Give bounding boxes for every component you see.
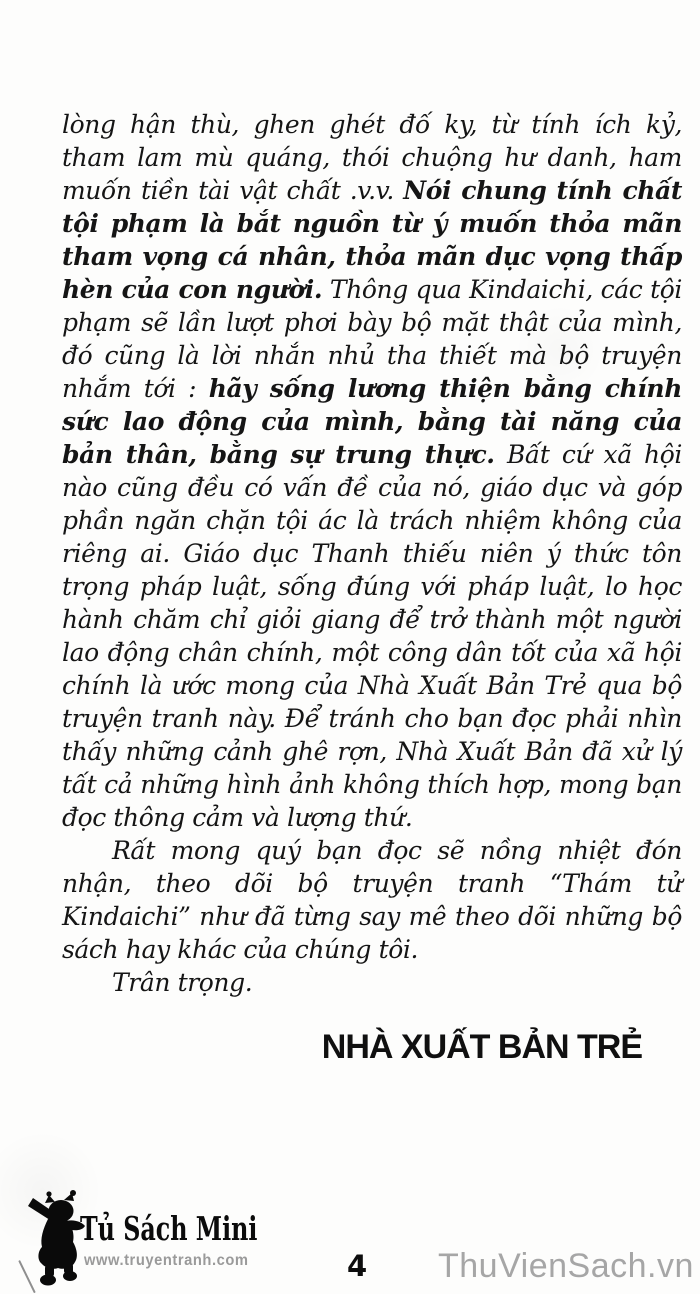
text-run: lòng hận thù, ghen ghét đố ky, từ tính ích kỷ, tham lam mù quáng, thói chuộng hư danh, ham muốn tiền tài vật chất .v.v. <box>62 110 682 205</box>
paragraph-1 <box>62 108 682 834</box>
watermark: ThuVienSach.vn <box>438 1247 694 1285</box>
publisher-signature: NHÀ XUẤT BẢN TRẺ <box>321 1028 642 1066</box>
text-run-bold: hãy sống lương thiện bằng chính sức lao động của mình, bằng tài năng của bản thân, bằng sự trung thực. <box>62 374 682 469</box>
text-run: Thông qua Kindaichi, các tội phạm sẽ lần lượt phơi bày bộ mặt thật của mình, đó cũng là lời nhắn nhủ tha thiết mà bộ truyện nhắm tới : <box>62 275 682 403</box>
paragraph-3: Trân trọng. <box>112 968 253 997</box>
paragraph-2: Rất mong quý bạn đọc sẽ nồng nhiệt đón nhận, theo dõi bộ truyện tranh “Thám tử Kindaichi” như đã từng say mê theo dõi những bộ sách hay khác của chúng tôi. <box>62 836 682 964</box>
logo-url: www.truyentranh.com <box>84 1252 249 1269</box>
page-number: 4 <box>347 1249 368 1283</box>
body-text <box>62 108 682 999</box>
logo-title: Tủ Sách Mini <box>80 1209 258 1248</box>
text-run: Bất cứ xã hội nào cũng đều có vấn đề của nó, giáo dục và góp phần ngăn chặn tội ác là trách nhiệm không của riêng ai. Giáo dục Thanh thiếu niên ý thức tôn trọng pháp luật, sống đúng với pháp luật, lo học hành chăm chỉ giỏi giang để trở thành một người lao động chân chính, một công dân tốt của xã hội chính là ước mong của Nhà Xuất Bản Trẻ qua bộ truyện tranh này. Để tránh cho bạn đọc phải nhìn thấy những cảnh ghê rợn, Nhà Xuất Bản đã xử lý tất cả những hình ảnh không thích hợp, mong bạn đọc thông cảm và lượng thứ. <box>62 440 683 832</box>
text-run-bold: Nói chung tính chất tội phạm là bắt nguồn từ ý muốn thỏa mãn tham vọng cá nhân, thỏa mãn dục vọng thấp hèn của con người. <box>62 176 682 304</box>
